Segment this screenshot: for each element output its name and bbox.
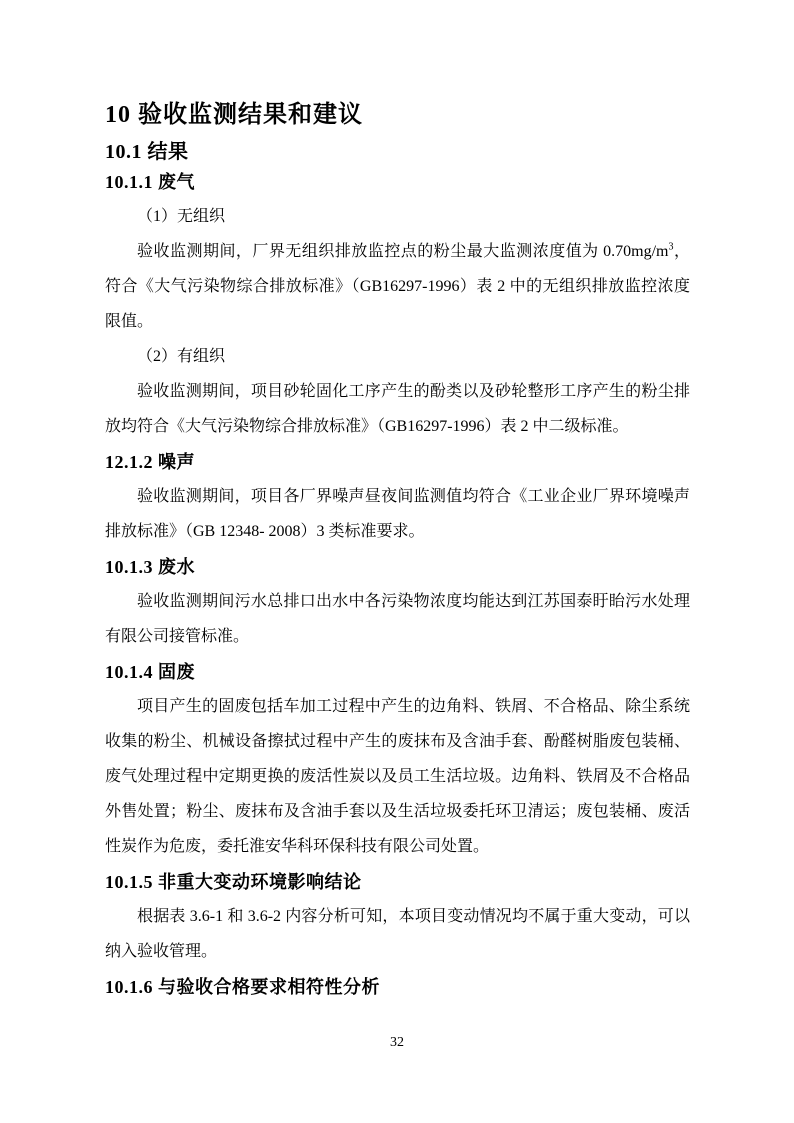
subsection-title-10-1-4: 10.1.4 固废 (105, 662, 195, 682)
subsection-title-10-1-6: 10.1.6 与验收合格要求相符性分析 (105, 977, 380, 997)
paragraph-noise: 验收监测期间，项目各厂界噪声昼夜间监测值均符合《工业企业厂界环境噪声排放标准》（GB 12348- 2008）3 类标准要求。 (105, 488, 690, 540)
paragraph-unorganized-emission (105, 234, 690, 339)
page-number: 32 (390, 1035, 404, 1050)
paragraph-unorganized-part2: ，符合《大气污染物综合排放标准》（GB16297-1996）表 2 中的无组织排放监控浓度限值。 (105, 243, 690, 330)
superscript-exponent: 3 (668, 241, 674, 253)
item-1-unorganized-label: （1）无组织 (137, 208, 226, 225)
subsection-title-10-1-5: 10.1.5 非重大变动环境影响结论 (105, 872, 362, 892)
subsection-title-10-1-1: 10.1.1 废气 (105, 172, 195, 192)
subsection-title-10-1-3: 10.1.3 废水 (105, 557, 195, 577)
paragraph-wastewater: 验收监测期间污水总排口出水中各污染物浓度均能达到江苏国泰盱眙污水处理有限公司接管标准。 (105, 593, 690, 645)
subsection-title-12-1-2: 12.1.2 噪声 (105, 452, 195, 472)
paragraph-organized-emission: 验收监测期间，项目砂轮固化工序产生的酚类以及砂轮整形工序产生的粉尘排放均符合《大气污染物综合排放标准》（GB16297-1996）表 2 中二级标准。 (105, 383, 690, 435)
paragraph-solid-waste: 项目产生的固废包括车加工过程中产生的边角料、铁屑、不合格品、除尘系统收集的粉尘、机械设备擦拭过程中产生的废抹布及含油手套、酚醛树脂废包装桶、废气处理过程中定期更换的废活性炭以及员工生活垃圾。边角料、铁屑及不合格品外售处置；粉尘、废抹布及含油手套以及生活垃圾委托环卫清运；废包装桶、废活性炭作为危废，委托淮安华科环保科技有限公司处置。 (105, 698, 690, 855)
chapter-title: 10 验收监测结果和建议 (105, 102, 363, 128)
paragraph-non-major-change: 根据表 3.6-1 和 3.6-2 内容分析可知，本项目变动情况均不属于重大变动，可以纳入验收管理。 (105, 908, 690, 960)
section-title-10-1: 10.1 结果 (105, 141, 189, 163)
item-2-organized-label: （2）有组织 (137, 348, 226, 365)
paragraph-unorganized-part1: 验收监测期间，厂界无组织排放监控点的粉尘最大监测浓度值为 0.70mg/m (137, 243, 669, 260)
